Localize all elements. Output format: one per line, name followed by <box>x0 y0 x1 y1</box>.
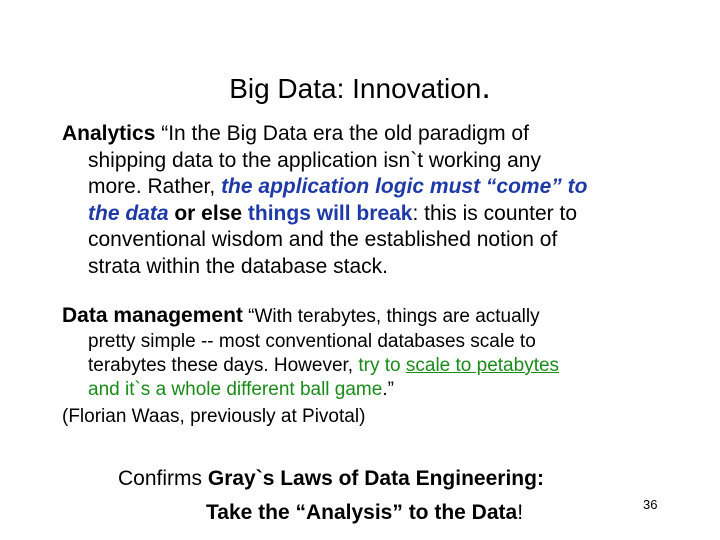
dm-text-2: pretty simple -- most conventional databases scale to <box>88 330 536 352</box>
conclusion-take-analysis: Take the “Analysis” to the Data <box>206 501 518 524</box>
conclusion-line-2 <box>206 496 523 530</box>
analytics-text-6: strata within the database stack. <box>88 254 388 278</box>
page-number: 36 <box>643 497 658 512</box>
analytics-line-3 <box>62 174 702 201</box>
analytics-or-else: or else <box>168 201 248 225</box>
conclusion-confirms: Confirms <box>118 467 208 490</box>
title-text: Big Data: Innovation <box>229 73 482 104</box>
conclusion-grays-laws: Gray`s Laws of Data Engineering: <box>207 467 544 490</box>
analytics-text-3a: more. Rather, <box>88 175 222 199</box>
dm-text-3a: terabytes these days. However, <box>88 354 359 376</box>
dm-label: Data management <box>62 304 243 327</box>
analytics-line-1 <box>62 121 702 148</box>
analytics-line-4 <box>62 201 702 228</box>
dm-green-2: and it`s a whole different ball game <box>88 378 383 400</box>
analytics-text-2: shipping data to the application isn`t working any <box>88 148 541 172</box>
analytics-emphasis-3: things will break <box>247 201 413 225</box>
analytics-emphasis-1: the application logic must “come” to <box>221 175 588 199</box>
analytics-label: Analytics <box>62 122 156 145</box>
dm-line-4 <box>62 378 702 402</box>
analytics-line-2 <box>62 148 702 175</box>
analytics-emphasis-2: the data <box>88 201 169 225</box>
analytics-paragraph <box>62 121 702 281</box>
slide-title <box>0 68 720 107</box>
dm-line-3 <box>62 354 702 378</box>
analytics-line-5 <box>62 227 702 254</box>
attribution <box>62 405 702 429</box>
analytics-text-5: conventional wisdom and the established notion of <box>88 228 558 252</box>
dm-green-1: try to <box>358 354 406 376</box>
dm-line-1 <box>62 303 702 330</box>
dm-text-4b: .” <box>382 378 394 400</box>
conclusion-line-1 <box>118 462 544 496</box>
dm-green-underline: scale to petabytes <box>405 354 560 376</box>
conclusion-exclamation: ! <box>517 501 524 524</box>
dm-text-1: “With terabytes, things are actually <box>242 306 540 327</box>
dm-line-2 <box>62 330 702 354</box>
analytics-text-4d: : this is counter to <box>412 201 578 225</box>
data-management-paragraph <box>62 303 702 402</box>
attribution-text: (Florian Waas, previously at Pivotal) <box>62 406 366 427</box>
title-dot: . <box>481 68 491 106</box>
analytics-text-1: “In the Big Data era the old paradigm of <box>161 122 529 145</box>
analytics-line-6 <box>62 254 702 281</box>
